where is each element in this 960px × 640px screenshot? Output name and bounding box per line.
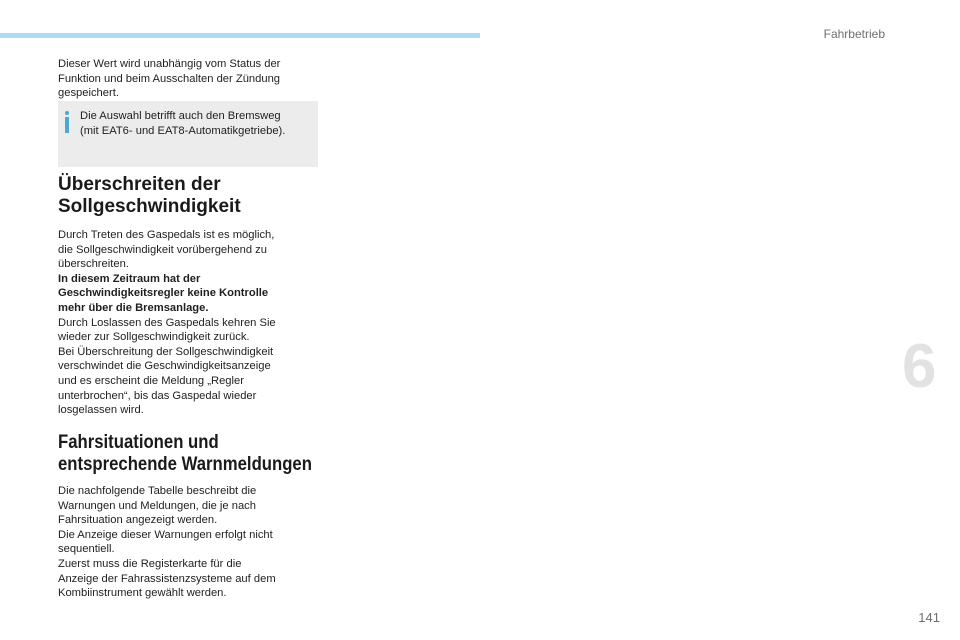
body-line: sequentiell. [58, 543, 115, 556]
section-title: Fahrbetrieb [823, 27, 885, 41]
info-note-line: Die Auswahl betrifft auch den Bremsweg [80, 110, 281, 122]
body-line: Bei Überschreitung der Sollgeschwindigkeit [58, 345, 274, 358]
body-line: Anzeige der Fahrassistenzsysteme auf dem [58, 572, 276, 585]
heading-line: entsprechende Warnmeldungen [58, 454, 312, 475]
body-line: Warnungen und Meldungen, die je nach [58, 499, 256, 512]
body-line: Zuerst muss die Registerkarte für die [58, 557, 242, 570]
page-number: 141 [918, 610, 940, 625]
body-line: Fahrsituation angezeigt werden. [58, 514, 218, 527]
body-line: die Sollgeschwindigkeit vorübergehend zu [58, 243, 267, 256]
chapter-number: 6 [902, 332, 937, 401]
body-line-bold: Geschwindigkeitsregler keine Kontrolle [58, 287, 269, 300]
heading-overspeed [58, 174, 358, 218]
body-line-bold: In diesem Zeitraum hat der [58, 272, 201, 285]
intro-line: Dieser Wert wird unabhängig vom Status der [58, 58, 281, 70]
intro-paragraph [58, 57, 320, 101]
intro-line: gespeichert. [58, 87, 119, 100]
body-line: Durch Treten des Gaspedals ist es möglich, [58, 229, 275, 241]
intro-line: Funktion und beim Ausschalten der Zündung [58, 72, 281, 85]
body-line: verschwindet die Geschwindigkeitsanzeige [58, 360, 271, 373]
body-line: und es erscheint die Meldung „Regler [58, 374, 244, 387]
body-line: überschreiten. [58, 258, 129, 271]
body-line: Die nachfolgende Tabelle beschreibt die [58, 485, 257, 497]
info-note-text [80, 109, 312, 138]
header-accent-bar [0, 33, 480, 38]
heading-driving-situations [58, 432, 322, 476]
body-line-bold: mehr über die Bremsanlage. [58, 301, 209, 314]
body-line: wieder zur Sollgeschwindigkeit zurück. [58, 331, 250, 344]
overspeed-paragraph [58, 228, 320, 418]
body-line: unterbrochen“, bis das Gaspedal wieder [58, 389, 257, 402]
body-line: Die Anzeige dieser Warnungen erfolgt nicht [58, 528, 273, 541]
body-line: losgelassen wird. [58, 404, 144, 417]
heading-line: Fahrsituationen und [58, 432, 219, 453]
info-note-line: (mit EAT6- und EAT8-Automatikgetriebe). [80, 124, 286, 137]
heading-line: Überschreiten der [58, 174, 221, 195]
driving-situations-paragraph [58, 484, 320, 601]
body-line: Durch Loslassen des Gaspedals kehren Sie [58, 316, 276, 329]
info-icon [64, 111, 70, 133]
body-line: Kombiinstrument gewählt werden. [58, 587, 227, 600]
heading-line: Sollgeschwindigkeit [58, 196, 241, 217]
info-note [58, 101, 318, 167]
